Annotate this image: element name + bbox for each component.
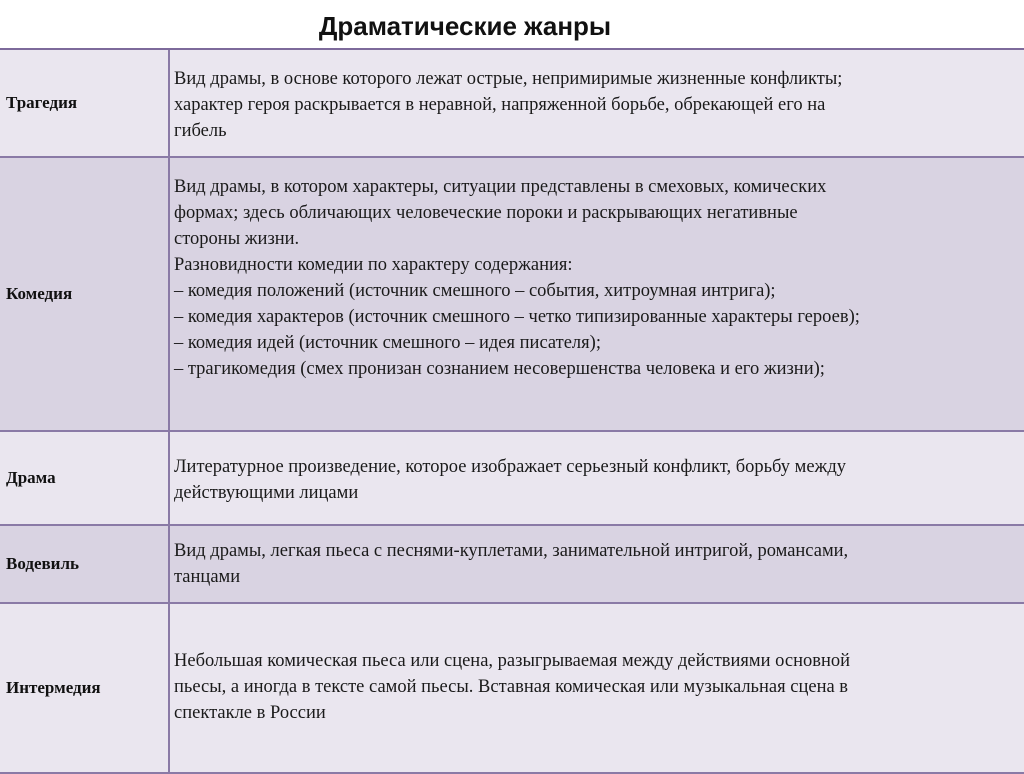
- genre-name: Драма: [0, 432, 170, 524]
- description-line: – комедия идей (источник смешного – идея писателя);: [174, 333, 601, 353]
- table-row-tragedy: [0, 50, 1024, 158]
- description-line: танцами: [174, 567, 241, 587]
- genre-name: Водевиль: [0, 526, 170, 602]
- description-line: действующими лицами: [174, 483, 359, 503]
- genre-name: Трагедия: [0, 50, 170, 156]
- description-line: – комедия характеров (источник смешного – четко типизированные характеры героев);: [174, 307, 860, 327]
- genre-description: [170, 526, 1024, 602]
- description-line: Небольшая комическая пьеса или сцена, разыгрываемая между действиями основной: [174, 651, 851, 671]
- description-line: Разновидности комедии по характеру содержания:: [174, 255, 573, 275]
- genres-table: [0, 48, 1024, 774]
- description-line: гибель: [174, 121, 227, 141]
- table-row-comedy: [0, 158, 1024, 432]
- genre-name: Интермедия: [0, 604, 170, 772]
- description-line: – комедия положений (источник смешного – события, хитроумная интрига);: [174, 281, 776, 301]
- genre-description: [170, 432, 1024, 524]
- description-line: – трагикомедия (смех пронизан сознанием несовершенства человека и его жизни);: [174, 359, 825, 379]
- genre-description: [170, 50, 1024, 156]
- page-title: Драматические жанры: [318, 11, 612, 41]
- table-row-vaudeville: [0, 526, 1024, 604]
- description-line: Вид драмы, легкая пьеса с песнями-куплетами, занимательной интригой, романсами,: [174, 541, 849, 561]
- genre-description: [170, 604, 1024, 772]
- description-line: стороны жизни.: [174, 229, 300, 249]
- genre-description: [170, 158, 1024, 430]
- genre-name: Комедия: [0, 158, 170, 430]
- description-line: спектакле в России: [174, 703, 326, 723]
- description-line: Вид драмы, в котором характеры, ситуации представлены в смеховых, комических: [174, 177, 827, 197]
- description-line: Вид драмы, в основе которого лежат острые, непримиримые жизненные конфликты;: [174, 69, 843, 89]
- description-line: Литературное произведение, которое изображает серьезный конфликт, борьбу между: [174, 457, 846, 477]
- description-line: пьесы, а иногда в тексте самой пьесы. Вставная комическая или музыкальная сцена в: [174, 677, 849, 697]
- description-line: характер героя раскрывается в неравной, напряженной борьбе, обрекающей его на: [174, 95, 826, 115]
- table-row-drama: [0, 432, 1024, 526]
- description-line: формах; здесь обличающих человеческие пороки и раскрывающих негативные: [174, 203, 798, 223]
- table-row-interlude: [0, 604, 1024, 774]
